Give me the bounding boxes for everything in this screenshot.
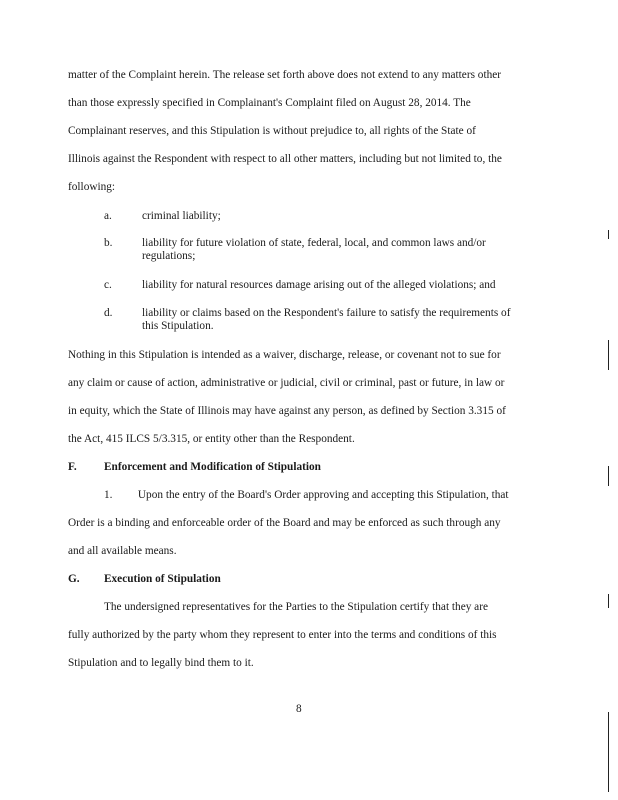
margin-mark	[608, 594, 609, 608]
body-text-line: in equity, which the State of Illinois may have against any person, as defined by Section 3.315 of	[68, 405, 506, 417]
list-item-text: liability or claims based on the Respondent's failure to satisfy the requirements of	[142, 307, 511, 319]
margin-mark	[608, 340, 609, 370]
body-text-line: Complainant reserves, and this Stipulation is without prejudice to, all rights of the State of	[68, 125, 476, 137]
body-text-line: 1. Upon the entry of the Board's Order approving and accepting this Stipulation, that	[104, 489, 509, 501]
body-text-line: The undersigned representatives for the Parties to the Stipulation certify that they are	[104, 601, 488, 613]
body-text-line: the Act, 415 ILCS 5/3.315, or entity other than the Respondent.	[68, 433, 355, 445]
list-item-text: criminal liability;	[142, 210, 221, 222]
body-text-line: fully authorized by the party whom they represent to enter into the terms and conditions of this	[68, 629, 497, 641]
section-g-letter: G.	[68, 573, 80, 585]
body-text-line: than those expressly specified in Complainant's Complaint filed on August 28, 2014. The	[68, 97, 471, 109]
body-text-line: Stipulation and to legally bind them to it.	[68, 657, 254, 669]
list-item-letter: d.	[104, 307, 113, 319]
body-text-line: any claim or cause of action, administrative or judicial, civil or criminal, past or future, in law or	[68, 377, 505, 389]
list-item-letter: c.	[104, 279, 112, 291]
section-f-heading: Enforcement and Modification of Stipulation	[104, 461, 321, 473]
list-item-letter: a.	[104, 210, 112, 222]
margin-mark	[608, 712, 609, 792]
list-item-text: this Stipulation.	[142, 320, 214, 332]
list-item-text: liability for natural resources damage arising out of the alleged violations; and	[142, 279, 496, 291]
margin-mark	[608, 466, 609, 486]
body-text-line: and all available means.	[68, 545, 177, 557]
list-item-text: liability for future violation of state, federal, local, and common laws and/or	[142, 237, 486, 249]
page-number: 8	[296, 703, 302, 715]
body-text-line: matter of the Complaint herein. The release set forth above does not extend to any matters other	[68, 69, 502, 81]
section-f-letter: F.	[68, 461, 77, 473]
section-g-heading: Execution of Stipulation	[104, 573, 221, 585]
list-item-text: regulations;	[142, 250, 196, 262]
margin-mark	[608, 230, 609, 239]
body-text-line: Nothing in this Stipulation is intended as a waiver, discharge, release, or covenant not to sue for	[68, 349, 501, 361]
body-text-line: following:	[68, 181, 116, 193]
body-text-line: Illinois against the Respondent with respect to all other matters, including but not limited to, the	[68, 153, 502, 165]
body-text-line: Order is a binding and enforceable order of the Board and may be enforced as such through any	[68, 517, 501, 529]
list-item-letter: b.	[104, 237, 113, 249]
